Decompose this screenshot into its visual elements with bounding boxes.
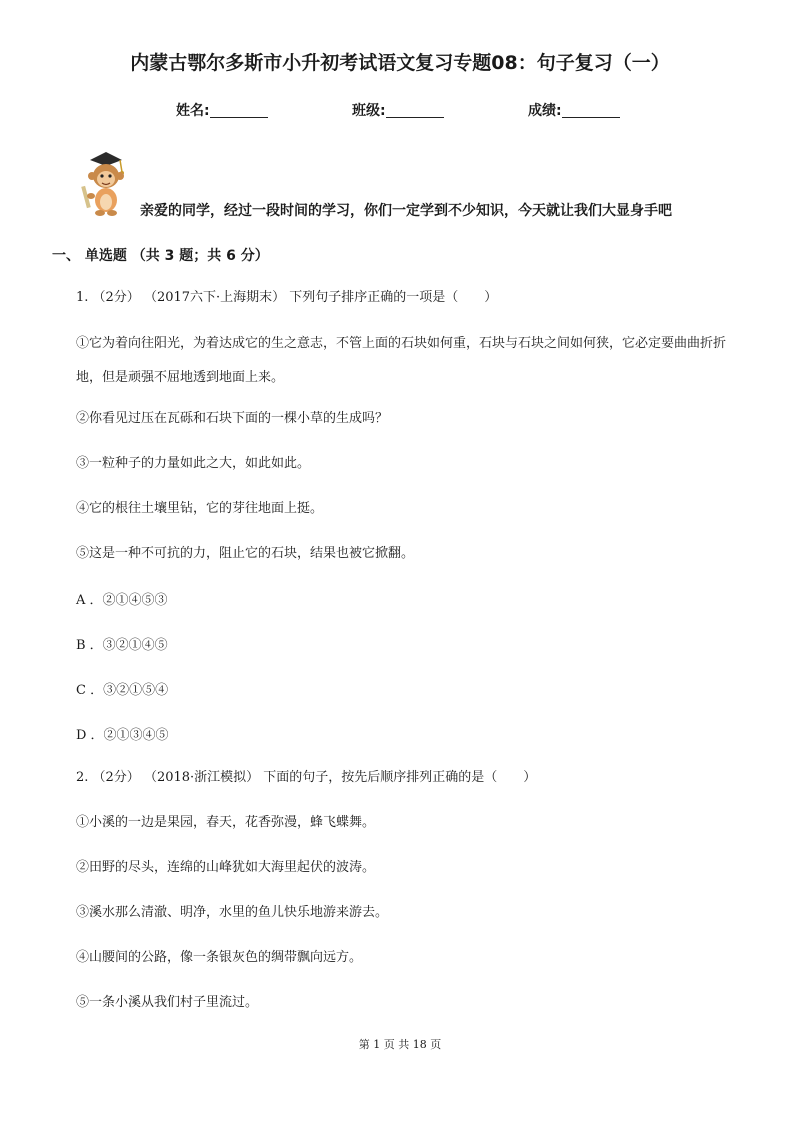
class-label: 班级: [352,103,386,119]
class-blank [386,103,444,118]
section-heading: 一、 单选题 （共 3 题；共 6 分） [52,248,269,264]
question-1-stem: 1. （2分） （2017六下·上海期末） 下列句子排序正确的一项是（ ） [76,290,498,305]
page-title: 内蒙古鄂尔多斯市小升初考试语文复习专题08：句子复习（一） [130,52,670,74]
question-2-sentence-2: ②田野的尽头，连绵的山峰犹如大海里起伏的波涛。 [76,860,376,875]
name-field [176,100,268,120]
question-2-sentence-1: ①小溪的一边是果园，春天，花香弥漫，蜂飞蝶舞。 [76,815,376,830]
class-field [352,100,444,120]
question-2-sentence-4: ④山腰间的公路，像一条银灰色的绸带飘向远方。 [76,950,363,965]
question-1-sentence-1: ①它为着向往阳光，为着达成它的生之意志，不管上面的石块如何重，石块与石块之间如何狭，它必定要曲曲折折地，但是顽强不屈地透到地面上来。 [76,336,727,385]
question-2-sentence-5: ⑤一条小溪从我们村子里流过。 [76,995,259,1010]
name-label: 姓名: [176,103,210,119]
question-1-sentence-5: ⑤这是一种不可抗的力，阻止它的石块，结果也被它掀翻。 [76,546,415,561]
page-footer: 第 1 页 共 18 页 [358,1038,442,1051]
greeting-text: 亲爱的同学，经过一段时间的学习，你们一定学到不少知识，今天就让我们大显身手吧 [140,203,672,219]
name-blank [210,103,268,118]
question-2-sentence-3: ③溪水那么清澈、明净，水里的鱼儿快乐地游来游去。 [76,905,389,920]
question-1-option-d[interactable]: D ．②①③④⑤ [76,728,169,743]
question-1-sentence-4: ④它的根往土壤里钻，它的芽往地面上挺。 [76,501,324,516]
question-2-stem: 2. （2分） （2018·浙江模拟） 下面的句子，按先后顺序排列正确的是（ ） [76,770,537,785]
question-1-sentence-2: ②你看见过压在瓦砾和石块下面的一棵小草的生成吗？ [76,411,389,426]
question-1-option-a[interactable]: A ．②①④⑤③ [76,593,168,608]
score-blank [562,103,620,118]
question-1-sentence-3: ③一粒种子的力量如此之大，如此如此。 [76,456,311,471]
question-1-option-b[interactable]: B ．③②①④⑤ [76,638,168,653]
score-label: 成绩: [528,103,562,119]
score-field [528,100,620,120]
question-1-option-c[interactable]: C ．③②①⑤④ [76,683,169,698]
mascot-illustration [76,146,136,218]
